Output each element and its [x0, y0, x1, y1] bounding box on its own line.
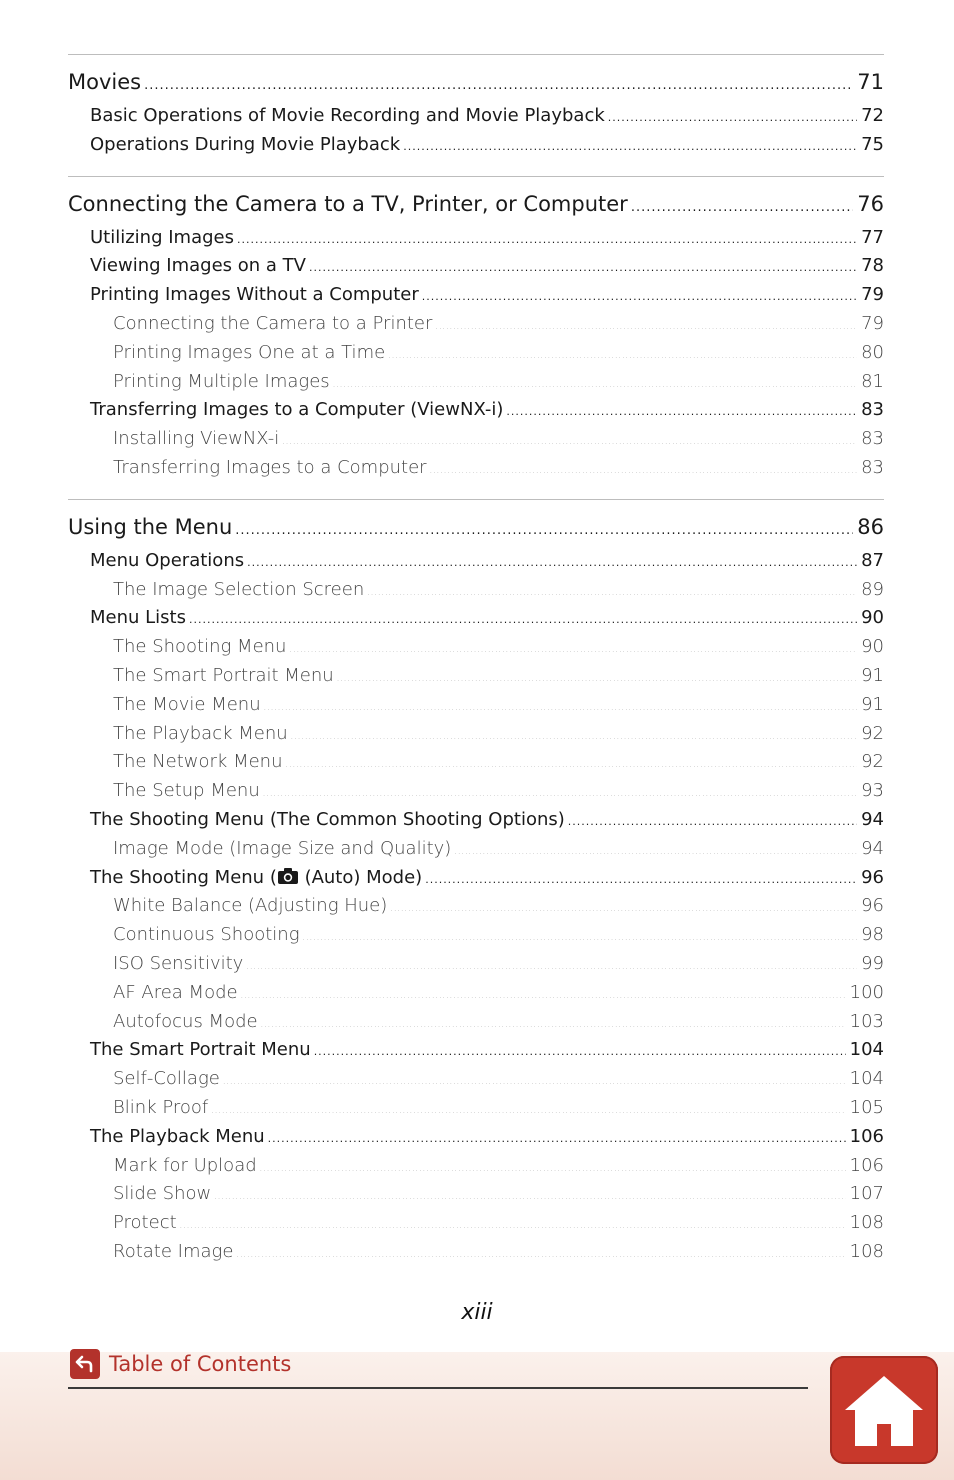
- toc-entry-title-text: Viewing Images on a TV: [90, 255, 306, 277]
- back-arrow-icon: [70, 1349, 100, 1379]
- toc-entry-title-text: Protect: [113, 1212, 177, 1234]
- toc-entry-title-text: Movies: [68, 70, 142, 94]
- dot-leader: [568, 808, 857, 837]
- camera-icon: [277, 866, 299, 895]
- dot-leader: [235, 511, 853, 551]
- toc-entry-title-text: Connecting the Camera to a TV, Printer, or Computer: [68, 191, 628, 216]
- dot-leader: [211, 1097, 845, 1126]
- toc-entry-title: [90, 604, 189, 633]
- toc-entry[interactable]: [68, 62, 884, 102]
- table-of-contents: [68, 54, 884, 1283]
- toc-entry-title: [68, 507, 235, 547]
- dot-leader: [337, 665, 857, 694]
- toc-entry-page: 107: [849, 1183, 884, 1205]
- toc-entry-title: [113, 1008, 261, 1037]
- toc-entry-title-text: (Auto) Mode): [298, 866, 423, 888]
- toc-entry[interactable]: [68, 1152, 884, 1181]
- toc-entry-title-text: Using the Menu: [68, 514, 233, 539]
- toc-entry-title: [113, 720, 291, 749]
- toc-entry-title: [113, 1065, 223, 1094]
- toc-entry-page: 94: [861, 837, 884, 859]
- toc-entry-page: 106: [849, 1154, 884, 1176]
- toc-entry[interactable]: [68, 396, 884, 425]
- toc-entry-page: 87: [861, 549, 884, 571]
- dot-leader: [608, 104, 857, 133]
- toc-entry-title: [113, 892, 390, 921]
- toc-entry-title: [113, 921, 303, 950]
- toc-entry[interactable]: [68, 835, 884, 864]
- toc-entry[interactable]: [68, 1180, 884, 1209]
- toc-entry[interactable]: [68, 950, 884, 979]
- toc-entry-page: 96: [861, 866, 884, 888]
- toc-entry-title: [113, 339, 388, 368]
- toc-entry[interactable]: [68, 339, 884, 368]
- toc-entry-title: [90, 864, 425, 895]
- toc-section: [68, 54, 884, 160]
- toc-entry-page: 104: [849, 1068, 884, 1090]
- toc-entry[interactable]: [68, 748, 884, 777]
- toc-entry-title: [90, 252, 309, 281]
- toc-entry-page: 89: [861, 578, 884, 600]
- toc-entry-title-text: The Smart Portrait Menu: [113, 664, 334, 686]
- toc-entry-title-text: Printing Images One at a Time: [113, 341, 386, 363]
- toc-entry[interactable]: [68, 691, 884, 720]
- toc-entry[interactable]: [68, 224, 884, 253]
- dot-leader: [435, 313, 857, 342]
- dot-leader: [303, 924, 858, 953]
- dot-leader: [214, 1183, 845, 1212]
- toc-entry-title: [113, 777, 263, 806]
- toc-entry-title: [113, 633, 289, 662]
- toc-entry-title-text: The Setup Menu: [113, 780, 260, 802]
- toc-entry-title-text: Menu Operations: [90, 549, 245, 571]
- toc-entry[interactable]: [68, 310, 884, 339]
- dot-leader: [430, 457, 858, 486]
- dot-leader: [309, 254, 857, 283]
- toc-entry-title: [90, 224, 237, 253]
- dot-leader: [246, 953, 857, 982]
- toc-entry[interactable]: [68, 281, 884, 310]
- toc-entry-title-text: Installing ViewNX-i: [113, 428, 280, 450]
- toc-entry-page: 72: [861, 105, 884, 126]
- toc-entry-title-text: Mark for Upload: [113, 1154, 257, 1176]
- toc-entry[interactable]: [68, 777, 884, 806]
- toc-entry-title-text: ISO Sensitivity: [113, 952, 244, 974]
- home-icon: [841, 1370, 927, 1450]
- dot-leader: [286, 751, 858, 780]
- table-of-contents-label: Table of Contents: [109, 1352, 292, 1376]
- toc-entry-title-text: The Movie Menu: [113, 693, 261, 715]
- toc-entry[interactable]: [68, 1008, 884, 1037]
- toc-entry-page: 93: [861, 780, 884, 802]
- toc-entry-title: [90, 547, 247, 576]
- table-of-contents-link[interactable]: [70, 1348, 291, 1380]
- toc-entry-title-text: Basic Operations of Movie Recording and Movie Playback: [90, 105, 605, 126]
- toc-entry-title: [90, 131, 403, 160]
- toc-entry[interactable]: [68, 979, 884, 1008]
- toc-entry-page: 98: [861, 924, 884, 946]
- toc-entry-page: 90: [861, 607, 884, 629]
- toc-entry[interactable]: [68, 604, 884, 633]
- home-button[interactable]: [830, 1356, 938, 1464]
- toc-entry-title: [113, 835, 454, 864]
- toc-entry[interactable]: [68, 425, 884, 454]
- dot-leader: [236, 1241, 845, 1270]
- toc-entry-title: [113, 310, 435, 339]
- toc-entry-title: [90, 281, 422, 310]
- toc-entry-title: [113, 979, 241, 1008]
- footer-divider: [68, 1387, 808, 1389]
- dot-leader: [506, 398, 857, 427]
- toc-entry-title: [90, 806, 568, 835]
- toc-entry-title-text: The Shooting Menu (: [90, 866, 277, 888]
- toc-entry-title-text: Rotate Image: [113, 1240, 234, 1262]
- dot-leader: [390, 895, 857, 924]
- toc-entry-title-text: White Balance (Adjusting Hue): [113, 895, 388, 917]
- toc-entry-page: 99: [861, 952, 884, 974]
- dot-leader: [223, 1068, 846, 1097]
- toc-entry-title: [113, 662, 337, 691]
- toc-section: [68, 176, 884, 483]
- toc-entry-page: 91: [861, 693, 884, 715]
- toc-entry-title-text: Transferring Images to a Computer (ViewNX-i): [90, 399, 504, 421]
- toc-entry[interactable]: [68, 454, 884, 483]
- toc-entry-page: 79: [861, 312, 884, 334]
- page-number: xiii: [461, 1300, 493, 1325]
- dot-leader: [367, 579, 857, 608]
- toc-entry[interactable]: [68, 252, 884, 281]
- toc-entry-title: [68, 62, 144, 102]
- toc-entry-title-text: The Playback Menu: [113, 722, 288, 744]
- dot-leader: [289, 636, 857, 665]
- toc-entry-page: 96: [861, 895, 884, 917]
- toc-entry[interactable]: [68, 1065, 884, 1094]
- toc-entry-page: 78: [861, 255, 884, 277]
- toc-entry-page: 83: [861, 456, 884, 478]
- toc-entry-title-text: Continuous Shooting: [113, 924, 300, 946]
- toc-entry-title-text: Transferring Images to a Computer: [113, 456, 427, 478]
- toc-entry-page: 103: [849, 1010, 884, 1032]
- toc-entry-title-text: Menu Lists: [90, 607, 186, 629]
- toc-entry-page: 86: [857, 514, 884, 539]
- toc-entry-title-text: The Smart Portrait Menu: [90, 1039, 311, 1061]
- dot-leader: [631, 188, 853, 228]
- toc-entry-title: [113, 691, 264, 720]
- dot-leader: [314, 1038, 846, 1067]
- toc-entry[interactable]: [68, 547, 884, 576]
- toc-entry-page: 92: [861, 722, 884, 744]
- dot-leader: [247, 549, 857, 578]
- toc-entry-title: [90, 1123, 268, 1152]
- toc-entry-page: 105: [849, 1096, 884, 1118]
- toc-entry-title: [113, 425, 282, 454]
- toc-entry[interactable]: [68, 131, 884, 160]
- toc-entry-page: 100: [849, 981, 884, 1003]
- toc-entry[interactable]: [68, 368, 884, 397]
- toc-entry-title: [113, 576, 367, 605]
- toc-entry[interactable]: [68, 806, 884, 835]
- toc-entry-title: [113, 1094, 211, 1123]
- toc-entry-title-text: The Shooting Menu (The Common Shooting Options): [90, 808, 565, 830]
- toc-entry-title-text: AF Area Mode: [113, 981, 238, 1003]
- dot-leader: [425, 866, 857, 895]
- dot-leader: [264, 694, 857, 723]
- dot-leader: [333, 371, 857, 400]
- dot-leader: [268, 1125, 846, 1154]
- dot-leader: [291, 723, 857, 752]
- toc-entry[interactable]: [68, 1094, 884, 1123]
- toc-entry-title-text: Connecting the Camera to a Printer: [113, 312, 433, 334]
- toc-entry-title: [113, 454, 430, 483]
- toc-entry[interactable]: [68, 864, 884, 893]
- dot-leader: [144, 66, 853, 106]
- toc-entry-page: 79: [861, 284, 884, 306]
- toc-entry-title-text: Autofocus Mode: [113, 1010, 258, 1032]
- toc-entry-title: [113, 950, 246, 979]
- toc-entry[interactable]: [68, 633, 884, 662]
- dot-leader: [260, 1155, 846, 1184]
- toc-entry-title: [113, 748, 286, 777]
- toc-entry[interactable]: [68, 102, 884, 131]
- dot-leader: [237, 226, 857, 255]
- toc-entry-title-text: Operations During Movie Playback: [90, 133, 401, 155]
- toc-entry[interactable]: [68, 1123, 884, 1152]
- toc-entry-title: [68, 184, 631, 224]
- dot-leader: [388, 342, 857, 371]
- toc-section: [68, 499, 884, 1267]
- toc-entry-page: 83: [861, 399, 884, 421]
- toc-entry-page: 108: [849, 1240, 884, 1262]
- toc-entry[interactable]: [68, 1209, 884, 1238]
- toc-entry-page: 91: [861, 664, 884, 686]
- toc-entry-title-text: Printing Multiple Images: [113, 370, 330, 392]
- toc-entry[interactable]: [68, 892, 884, 921]
- toc-entry-page: 80: [861, 341, 884, 363]
- toc-entry[interactable]: [68, 1036, 884, 1065]
- toc-entry-title: [113, 1238, 236, 1267]
- dot-leader: [263, 780, 857, 809]
- toc-entry-title: [90, 102, 608, 131]
- toc-entry-title: [113, 1180, 214, 1209]
- toc-entry-title-text: Printing Images Without a Computer: [90, 284, 419, 306]
- toc-entry-title-text: Blink Proof: [113, 1096, 209, 1118]
- toc-entry[interactable]: [68, 576, 884, 605]
- toc-entry-page: 108: [849, 1212, 884, 1234]
- toc-entry-page: 83: [861, 428, 884, 450]
- toc-entry-title: [113, 368, 333, 397]
- toc-entry-page: 104: [849, 1039, 884, 1061]
- toc-entry-title-text: The Image Selection Screen: [113, 578, 365, 600]
- toc-entry-page: 77: [861, 226, 884, 248]
- toc-entry-title: [113, 1209, 180, 1238]
- toc-entry[interactable]: [68, 720, 884, 749]
- toc-entry-page: 71: [857, 70, 884, 94]
- dot-leader: [422, 283, 857, 312]
- dot-leader: [282, 428, 857, 457]
- toc-entry-page: 106: [849, 1125, 884, 1147]
- toc-entry-title: [90, 396, 506, 425]
- toc-entry-title-text: Image Mode (Image Size and Quality): [113, 837, 452, 859]
- toc-entry[interactable]: [68, 507, 884, 547]
- dot-leader: [261, 1011, 846, 1040]
- dot-leader: [403, 133, 857, 162]
- dot-leader: [189, 606, 857, 635]
- dot-leader: [241, 982, 846, 1011]
- toc-entry-page: 94: [861, 808, 884, 830]
- toc-entry[interactable]: [68, 1238, 884, 1267]
- toc-entry-title-text: The Network Menu: [113, 751, 283, 773]
- toc-entry[interactable]: [68, 184, 884, 224]
- toc-entry[interactable]: [68, 921, 884, 950]
- toc-entry[interactable]: [68, 662, 884, 691]
- toc-entry-title-text: The Playback Menu: [90, 1125, 265, 1147]
- toc-entry-title-text: Utilizing Images: [90, 226, 234, 248]
- toc-entry-page: 81: [861, 370, 884, 392]
- toc-entry-title-text: Slide Show: [113, 1183, 212, 1205]
- toc-entry-page: 92: [861, 751, 884, 773]
- toc-entry-page: 76: [857, 191, 884, 216]
- toc-entry-title: [90, 1036, 314, 1065]
- toc-entry-page: 75: [861, 133, 884, 155]
- dot-leader: [180, 1212, 846, 1241]
- toc-entry-title-text: Self-Collage: [113, 1068, 220, 1090]
- toc-entry-title: [113, 1152, 260, 1181]
- toc-entry-page: 90: [861, 636, 884, 658]
- toc-entry-title-text: The Shooting Menu: [113, 636, 287, 658]
- dot-leader: [454, 838, 857, 867]
